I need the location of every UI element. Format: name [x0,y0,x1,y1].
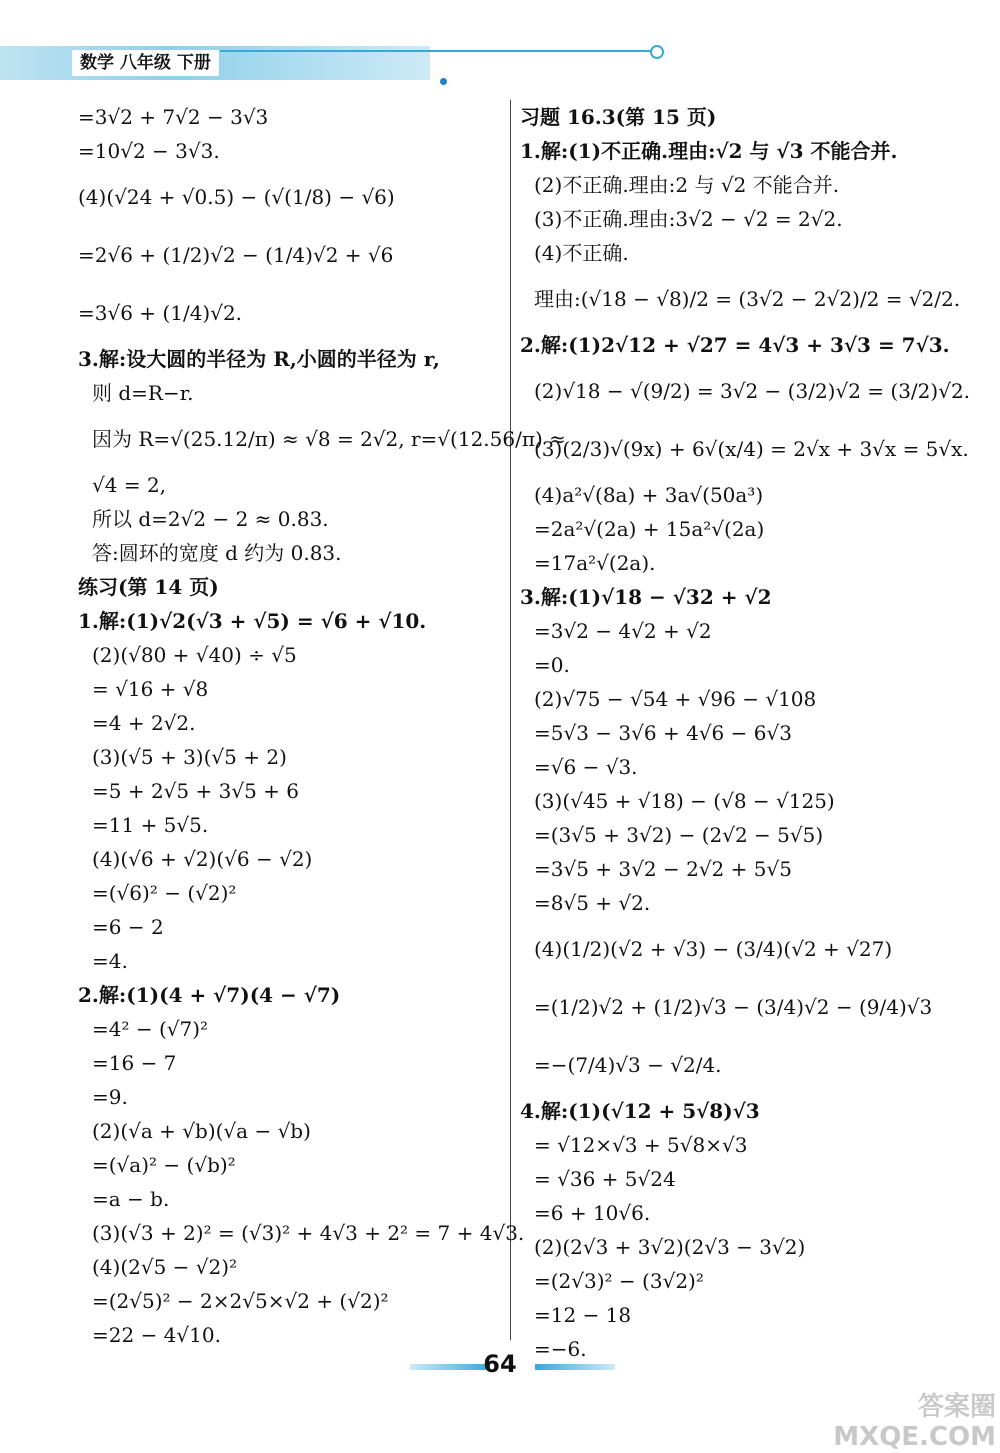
answer-line: =(1/2)√2 + (1/2)√3 − (3/4)√2 − (9/4)√3 [534,995,933,1019]
answer-line: (4)(2√5 − √2)² [92,1255,238,1279]
column-divider [510,100,511,1340]
answer-line: =(√a)² − (√b)² [92,1153,236,1177]
answer-line: (3)(2/3)√(9x) + 6√(x/4) = 2√x + 3√x = 5√x. [534,437,969,461]
answer-line: (2)(√a + √b)(√a − √b) [92,1119,311,1143]
problem-heading: 1.解:(1)不正确.理由:√2 与 √3 不能合并. [520,139,898,163]
problem-heading: 3.解:设大圆的半径为 R,小圆的半径为 r, [78,347,440,371]
answer-line: =8√5 + √2. [534,891,651,915]
answer-line: (4)(√24 + √0.5) − (√(1/8) − √6) [78,185,395,209]
answer-line: 所以 d=2√2 − 2 ≈ 0.83. [92,507,329,531]
answer-line: =11 + 5√5. [92,813,209,837]
answer-line: 理由:(√18 − √8)/2 = (3√2 − 2√2)/2 = √2/2. [534,287,961,311]
answer-line: =5√3 − 3√6 + 4√6 − 6√3 [534,721,792,745]
answer-line: =9. [92,1085,128,1109]
left-column [78,100,566,1352]
answer-line: =3√6 + (1/4)√2. [78,301,243,325]
answer-line: √4 = 2, [92,473,167,497]
answer-line: =(2√3)² − (3√2)² [534,1269,704,1293]
problem-heading: 4.解:(1)(√12 + 5√8)√3 [520,1099,760,1123]
section-heading: 习题 16.3(第 15 页) [520,105,717,129]
answer-line: =3√5 + 3√2 − 2√2 + 5√5 [534,857,792,881]
footer-ornament-right [535,1364,615,1370]
answer-line: =(√6)² − (√2)² [92,881,237,905]
answer-line: (4)不正确. [534,241,629,265]
answer-line: 因为 R=√(25.12/π) ≈ √8 = 2√2, r=√(12.56/π) ≈ [92,427,566,451]
answer-line: (2)√18 − √(9/2) = 3√2 − (3/2)√2 = (3/2)√2. [534,379,971,403]
answer-line: =−6. [534,1337,587,1361]
problem-heading: 2.解:(1)(4 + √7)(4 − √7) [78,983,341,1007]
header-rule [220,50,652,52]
page-number: 64 [483,1350,517,1378]
answer-line: =5 + 2√5 + 3√5 + 6 [92,779,300,803]
answer-line: =6 − 2 [92,915,164,939]
answer-line: =−(7/4)√3 − √2/4. [534,1053,722,1077]
answer-line: (3)(√3 + 2)² = (√3)² + 4√3 + 2² = 7 + 4√3. [92,1221,525,1245]
answer-line: (2)(√80 + √40) ÷ √5 [92,643,297,667]
answer-line: (3)不正确.理由:3√2 − √2 = 2√2. [534,207,843,231]
answer-line: =2a²√(2a) + 15a²√(2a) [534,517,765,541]
answer-line: =3√2 − 4√2 + √2 [534,619,712,643]
answer-line: =12 − 18 [534,1303,632,1327]
answer-line: 则 d=R−r. [92,381,194,405]
answer-line: =0. [534,653,570,677]
answer-line: =22 − 4√10. [92,1323,221,1347]
section-heading: 练习(第 14 页) [78,575,219,599]
header-dot-ornament [440,78,447,85]
answer-line: (4)(1/2)(√2 + √3) − (3/4)(√2 + √27) [534,937,893,961]
answer-line: (2)不正确.理由:2 与 √2 不能合并. [534,173,840,197]
answer-line: = √12×√3 + 5√8×√3 [534,1133,748,1157]
header-circle-ornament [650,45,664,59]
answer-line: =2√6 + (1/2)√2 − (1/4)√2 + √6 [78,243,394,267]
answer-line: =√6 − √3. [534,755,638,779]
answer-line: =3√2 + 7√2 − 3√3 [78,105,269,129]
problem-heading: 1.解:(1)√2(√3 + √5) = √6 + √10. [78,609,427,633]
problem-heading: 2.解:(1)2√12 + √27 = 4√3 + 3√3 = 7√3. [520,333,950,357]
book-title: 数学 八年级 下册 [72,50,219,76]
answer-line: (4)(√6 + √2)(√6 − √2) [92,847,313,871]
answer-line: =4² − (√7)² [92,1017,209,1041]
answer-line: =10√2 − 3√3. [78,139,220,163]
answer-line: =16 − 7 [92,1051,177,1075]
site-watermark: 答案圈 MXQE.COM [833,1392,996,1452]
right-column [520,100,970,1366]
answer-line: =(2√5)² − 2×2√5×√2 + (√2)² [92,1289,389,1313]
answer-line: (3)(√5 + 3)(√5 + 2) [92,745,287,769]
answer-line: = √36 + 5√24 [534,1167,676,1191]
answer-line: =a − b. [92,1187,170,1211]
answer-line: =4. [92,949,128,973]
answer-line: (2)√75 − √54 + √96 − √108 [534,687,817,711]
answer-line: (3)(√45 + √18) − (√8 − √125) [534,789,835,813]
answer-line: 答:圆环的宽度 d 约为 0.83. [92,541,342,565]
problem-heading: 3.解:(1)√18 − √32 + √2 [520,585,772,609]
answer-line: =(3√5 + 3√2) − (2√2 − 5√5) [534,823,824,847]
answer-line: =6 + 10√6. [534,1201,651,1225]
answer-line: =17a²√(2a). [534,551,656,575]
answer-line: (2)(2√3 + 3√2)(2√3 − 3√2) [534,1235,806,1259]
answer-line: =4 + 2√2. [92,711,196,735]
answer-line: (4)a²√(8a) + 3a√(50a³) [534,483,764,507]
answer-line: = √16 + √8 [92,677,209,701]
